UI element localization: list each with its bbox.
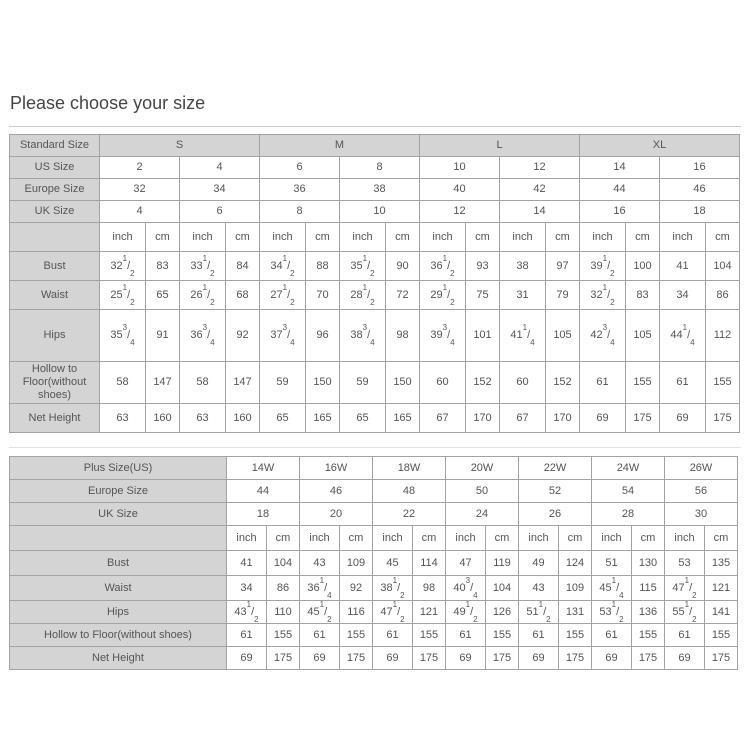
- measure-value-cell: 86: [267, 576, 300, 601]
- measure-value-cell: 49: [519, 551, 559, 576]
- page-title: Please choose your size: [10, 93, 206, 113]
- size-group-header: 22W: [519, 457, 592, 480]
- measure-value-cell: $47^1/_2$: [373, 601, 413, 624]
- size-value-cell: 40: [420, 179, 500, 201]
- measure-value-cell: 109: [340, 551, 373, 576]
- measure-value-cell: 104: [267, 551, 300, 576]
- measure-value-cell: 93: [466, 252, 500, 281]
- measure-value-cell: $34^1/_2$: [260, 252, 306, 281]
- size-value-cell: 34: [180, 179, 260, 201]
- measure-value-cell: $39^1/_2$: [580, 252, 626, 281]
- measure-value-cell: 69: [580, 404, 626, 433]
- measure-value-cell: 175: [706, 404, 740, 433]
- unit-inch-label: inch: [665, 526, 705, 551]
- measure-value-cell: 61: [580, 362, 626, 404]
- size-value-cell: 50: [446, 480, 519, 503]
- table-row: [10, 179, 740, 201]
- measure-value-cell: $38^3/_4$: [340, 310, 386, 362]
- measure-value-cell: 59: [340, 362, 386, 404]
- measure-value-cell: 109: [559, 576, 592, 601]
- table-row: [10, 647, 738, 670]
- measure-value-cell: 165: [306, 404, 340, 433]
- measure-value-cell: $42^3/_4$: [580, 310, 626, 362]
- measure-value-cell: 98: [413, 576, 446, 601]
- measure-value-cell: 141: [705, 601, 738, 624]
- size-value-cell: 6: [260, 157, 340, 179]
- plus-size-table: [9, 456, 738, 670]
- row-label: UK Size: [10, 201, 100, 223]
- size-value-cell: 8: [340, 157, 420, 179]
- row-label: Hips: [10, 310, 100, 362]
- unit-inch-label: inch: [519, 526, 559, 551]
- size-value-cell: 16: [660, 157, 740, 179]
- measure-value-cell: 175: [413, 647, 446, 670]
- size-value-cell: 14: [580, 157, 660, 179]
- measure-value-cell: $51^1/_2$: [519, 601, 559, 624]
- measure-value-cell: 115: [632, 576, 665, 601]
- size-value-cell: 26: [519, 503, 592, 526]
- corner-label: Plus Size(US): [10, 457, 227, 480]
- measure-value-cell: $28^1/_2$: [340, 281, 386, 310]
- unit-cm-label: cm: [626, 223, 660, 252]
- unit-inch-label: inch: [580, 223, 626, 252]
- measure-value-cell: $45^1/_4$: [592, 576, 632, 601]
- measure-value-cell: $32^1/_2$: [580, 281, 626, 310]
- size-value-cell: 8: [260, 201, 340, 223]
- size-group-header: 20W: [446, 457, 519, 480]
- measure-value-cell: 79: [546, 281, 580, 310]
- size-value-cell: 44: [580, 179, 660, 201]
- unit-inch-label: inch: [500, 223, 546, 252]
- measure-value-cell: $39^3/_4$: [420, 310, 466, 362]
- measure-value-cell: $38^1/_2$: [373, 576, 413, 601]
- measure-value-cell: 67: [420, 404, 466, 433]
- measure-value-cell: 175: [486, 647, 519, 670]
- measure-value-cell: 175: [340, 647, 373, 670]
- unit-inch-label: inch: [420, 223, 466, 252]
- unit-cm-label: cm: [267, 526, 300, 551]
- measure-value-cell: 155: [413, 624, 446, 647]
- measure-value-cell: 58: [100, 362, 146, 404]
- unit-inch-label: inch: [100, 223, 146, 252]
- measure-value-cell: 170: [546, 404, 580, 433]
- unit-row-corner: [10, 526, 227, 551]
- table-row: [10, 526, 738, 551]
- measure-value-cell: 147: [146, 362, 180, 404]
- table-row: [10, 601, 738, 624]
- measure-value-cell: $37^3/_4$: [260, 310, 306, 362]
- measure-value-cell: 124: [559, 551, 592, 576]
- measure-value-cell: 61: [519, 624, 559, 647]
- size-value-cell: 4: [180, 157, 260, 179]
- measure-value-cell: 65: [146, 281, 180, 310]
- table-row: [10, 480, 738, 503]
- measure-value-cell: $41^1/_4$: [500, 310, 546, 362]
- measure-value-cell: 101: [466, 310, 500, 362]
- standard-size-table: [9, 134, 740, 433]
- measure-value-cell: 69: [665, 647, 705, 670]
- size-value-cell: 12: [420, 201, 500, 223]
- row-label: Europe Size: [10, 480, 227, 503]
- size-value-cell: 46: [300, 480, 373, 503]
- measure-value-cell: 175: [632, 647, 665, 670]
- corner-label: Standard Size: [10, 135, 100, 157]
- size-value-cell: 4: [100, 201, 180, 223]
- measure-value-cell: 61: [300, 624, 340, 647]
- unit-cm-label: cm: [466, 223, 500, 252]
- table-row: [10, 135, 740, 157]
- measure-value-cell: 105: [546, 310, 580, 362]
- measure-value-cell: $36^3/_4$: [180, 310, 226, 362]
- row-label: Net Height: [10, 647, 227, 670]
- unit-cm-label: cm: [632, 526, 665, 551]
- size-value-cell: 56: [665, 480, 738, 503]
- measure-value-cell: 61: [373, 624, 413, 647]
- measure-value-cell: 63: [180, 404, 226, 433]
- measure-value-cell: $36^1/_2$: [420, 252, 466, 281]
- size-group-header: 16W: [300, 457, 373, 480]
- size-value-cell: 44: [227, 480, 300, 503]
- separator-line: [9, 447, 741, 448]
- measure-value-cell: 53: [665, 551, 705, 576]
- row-label: US Size: [10, 157, 100, 179]
- measure-value-cell: $32^1/_2$: [100, 252, 146, 281]
- table-row: [10, 223, 740, 252]
- measure-value-cell: 96: [306, 310, 340, 362]
- size-value-cell: 18: [227, 503, 300, 526]
- measure-value-cell: 155: [626, 362, 660, 404]
- unit-cm-label: cm: [413, 526, 446, 551]
- unit-cm-label: cm: [226, 223, 260, 252]
- measure-value-cell: $40^3/_4$: [446, 576, 486, 601]
- measure-value-cell: $44^1/_4$: [660, 310, 706, 362]
- measure-value-cell: 91: [146, 310, 180, 362]
- measure-value-cell: 110: [267, 601, 300, 624]
- unit-cm-label: cm: [559, 526, 592, 551]
- unit-cm-label: cm: [386, 223, 420, 252]
- measure-value-cell: $45^1/_2$: [300, 601, 340, 624]
- measure-value-cell: $27^1/_2$: [260, 281, 306, 310]
- measure-value-cell: 175: [705, 647, 738, 670]
- table-row: [10, 310, 740, 362]
- size-value-cell: 46: [660, 179, 740, 201]
- size-value-cell: 2: [100, 157, 180, 179]
- size-value-cell: 10: [420, 157, 500, 179]
- measure-value-cell: $53^1/_2$: [592, 601, 632, 624]
- size-value-cell: 22: [373, 503, 446, 526]
- table-row: [10, 457, 738, 480]
- measure-value-cell: $36^1/_4$: [300, 576, 340, 601]
- measure-value-cell: 152: [546, 362, 580, 404]
- measure-value-cell: 116: [340, 601, 373, 624]
- measure-value-cell: 112: [706, 310, 740, 362]
- size-value-cell: 54: [592, 480, 665, 503]
- measure-value-cell: 155: [632, 624, 665, 647]
- measure-value-cell: $55^1/_2$: [665, 601, 705, 624]
- size-group-header: XL: [580, 135, 740, 157]
- measure-value-cell: 34: [660, 281, 706, 310]
- measure-value-cell: 98: [386, 310, 420, 362]
- unit-inch-label: inch: [260, 223, 306, 252]
- row-label: Waist: [10, 576, 227, 601]
- size-value-cell: 42: [500, 179, 580, 201]
- measure-value-cell: 43: [300, 551, 340, 576]
- measure-value-cell: 147: [226, 362, 260, 404]
- table-row: [10, 624, 738, 647]
- measure-value-cell: 150: [306, 362, 340, 404]
- unit-cm-label: cm: [546, 223, 580, 252]
- unit-cm-label: cm: [706, 223, 740, 252]
- measure-value-cell: 69: [660, 404, 706, 433]
- size-value-cell: 32: [100, 179, 180, 201]
- measure-value-cell: 155: [486, 624, 519, 647]
- measure-value-cell: 175: [559, 647, 592, 670]
- measure-value-cell: 152: [466, 362, 500, 404]
- measure-value-cell: $43^1/_2$: [227, 601, 267, 624]
- measure-value-cell: 59: [260, 362, 306, 404]
- measure-value-cell: 160: [146, 404, 180, 433]
- measure-value-cell: 70: [306, 281, 340, 310]
- size-group-header: 18W: [373, 457, 446, 480]
- measure-value-cell: $29^1/_2$: [420, 281, 466, 310]
- table-row: [10, 503, 738, 526]
- measure-value-cell: 69: [373, 647, 413, 670]
- table-row: [10, 201, 740, 223]
- size-value-cell: 24: [446, 503, 519, 526]
- measure-value-cell: 105: [626, 310, 660, 362]
- size-group-header: 26W: [665, 457, 738, 480]
- size-value-cell: 52: [519, 480, 592, 503]
- row-label: UK Size: [10, 503, 227, 526]
- table-row: [10, 404, 740, 433]
- measure-value-cell: 104: [486, 576, 519, 601]
- measure-value-cell: 31: [500, 281, 546, 310]
- size-value-cell: 36: [260, 179, 340, 201]
- measure-value-cell: 69: [592, 647, 632, 670]
- measure-value-cell: $35^1/_2$: [340, 252, 386, 281]
- unit-cm-label: cm: [705, 526, 738, 551]
- measure-value-cell: 90: [386, 252, 420, 281]
- measure-value-cell: 61: [446, 624, 486, 647]
- unit-cm-label: cm: [146, 223, 180, 252]
- table-row: [10, 281, 740, 310]
- size-value-cell: 20: [300, 503, 373, 526]
- measure-value-cell: 130: [632, 551, 665, 576]
- size-group-header: 24W: [592, 457, 665, 480]
- unit-cm-label: cm: [340, 526, 373, 551]
- measure-value-cell: 67: [500, 404, 546, 433]
- measure-value-cell: 150: [386, 362, 420, 404]
- measure-value-cell: 160: [226, 404, 260, 433]
- measure-value-cell: 84: [226, 252, 260, 281]
- measure-value-cell: 69: [227, 647, 267, 670]
- measure-value-cell: 68: [226, 281, 260, 310]
- measure-value-cell: 43: [519, 576, 559, 601]
- measure-value-cell: 136: [632, 601, 665, 624]
- unit-cm-label: cm: [306, 223, 340, 252]
- measure-value-cell: 155: [340, 624, 373, 647]
- measure-value-cell: 119: [486, 551, 519, 576]
- measure-value-cell: 175: [626, 404, 660, 433]
- measure-value-cell: 86: [706, 281, 740, 310]
- measure-value-cell: 114: [413, 551, 446, 576]
- measure-value-cell: 47: [446, 551, 486, 576]
- measure-value-cell: 165: [386, 404, 420, 433]
- measure-value-cell: 97: [546, 252, 580, 281]
- row-label: Hollow to Floor(without shoes): [10, 362, 100, 404]
- row-label: Bust: [10, 252, 100, 281]
- measure-value-cell: $47^1/_2$: [665, 576, 705, 601]
- measure-value-cell: $35^3/_4$: [100, 310, 146, 362]
- separator-line: [9, 126, 741, 127]
- measure-value-cell: 100: [626, 252, 660, 281]
- size-value-cell: 12: [500, 157, 580, 179]
- size-group-header: S: [100, 135, 260, 157]
- table-row: [10, 157, 740, 179]
- measure-value-cell: 88: [306, 252, 340, 281]
- measure-value-cell: 121: [413, 601, 446, 624]
- row-label: Hips: [10, 601, 227, 624]
- unit-inch-label: inch: [300, 526, 340, 551]
- row-label: Hollow to Floor(without shoes): [10, 624, 227, 647]
- measure-value-cell: 155: [706, 362, 740, 404]
- measure-value-cell: 38: [500, 252, 546, 281]
- unit-inch-label: inch: [227, 526, 267, 551]
- measure-value-cell: 121: [705, 576, 738, 601]
- measure-value-cell: 155: [705, 624, 738, 647]
- measure-value-cell: 61: [665, 624, 705, 647]
- measure-value-cell: 51: [592, 551, 632, 576]
- measure-value-cell: 126: [486, 601, 519, 624]
- size-value-cell: 6: [180, 201, 260, 223]
- measure-value-cell: 58: [180, 362, 226, 404]
- row-label: Europe Size: [10, 179, 100, 201]
- measure-value-cell: 175: [267, 647, 300, 670]
- measure-value-cell: 170: [466, 404, 500, 433]
- measure-value-cell: 92: [226, 310, 260, 362]
- measure-value-cell: $26^1/_2$: [180, 281, 226, 310]
- unit-inch-label: inch: [592, 526, 632, 551]
- measure-value-cell: 60: [420, 362, 466, 404]
- size-value-cell: 48: [373, 480, 446, 503]
- measure-value-cell: 63: [100, 404, 146, 433]
- size-value-cell: 10: [340, 201, 420, 223]
- measure-value-cell: 83: [626, 281, 660, 310]
- measure-value-cell: 61: [227, 624, 267, 647]
- unit-inch-label: inch: [660, 223, 706, 252]
- measure-value-cell: 61: [592, 624, 632, 647]
- measure-value-cell: 41: [227, 551, 267, 576]
- measure-value-cell: 65: [260, 404, 306, 433]
- unit-inch-label: inch: [340, 223, 386, 252]
- measure-value-cell: 72: [386, 281, 420, 310]
- measure-value-cell: 155: [267, 624, 300, 647]
- measure-value-cell: 155: [559, 624, 592, 647]
- row-label: Waist: [10, 281, 100, 310]
- size-group-header: 14W: [227, 457, 300, 480]
- table-row: [10, 252, 740, 281]
- measure-value-cell: 131: [559, 601, 592, 624]
- measure-value-cell: 135: [705, 551, 738, 576]
- row-label: Net Height: [10, 404, 100, 433]
- measure-value-cell: 104: [706, 252, 740, 281]
- measure-value-cell: 75: [466, 281, 500, 310]
- size-value-cell: 38: [340, 179, 420, 201]
- measure-value-cell: 61: [660, 362, 706, 404]
- size-value-cell: 28: [592, 503, 665, 526]
- table-row: [10, 551, 738, 576]
- unit-cm-label: cm: [486, 526, 519, 551]
- unit-inch-label: inch: [446, 526, 486, 551]
- table-row: [10, 362, 740, 404]
- unit-row-corner: [10, 223, 100, 252]
- measure-value-cell: 69: [446, 647, 486, 670]
- measure-value-cell: 60: [500, 362, 546, 404]
- table-row: [10, 576, 738, 601]
- row-label: Bust: [10, 551, 227, 576]
- measure-value-cell: $33^1/_2$: [180, 252, 226, 281]
- unit-inch-label: inch: [180, 223, 226, 252]
- size-value-cell: 30: [665, 503, 738, 526]
- size-value-cell: 14: [500, 201, 580, 223]
- size-value-cell: 18: [660, 201, 740, 223]
- size-group-header: L: [420, 135, 580, 157]
- measure-value-cell: 92: [340, 576, 373, 601]
- measure-value-cell: 69: [300, 647, 340, 670]
- size-group-header: M: [260, 135, 420, 157]
- measure-value-cell: 34: [227, 576, 267, 601]
- measure-value-cell: $49^1/_2$: [446, 601, 486, 624]
- measure-value-cell: 41: [660, 252, 706, 281]
- measure-value-cell: $25^1/_2$: [100, 281, 146, 310]
- measure-value-cell: 65: [340, 404, 386, 433]
- measure-value-cell: 69: [519, 647, 559, 670]
- unit-inch-label: inch: [373, 526, 413, 551]
- size-value-cell: 16: [580, 201, 660, 223]
- measure-value-cell: 83: [146, 252, 180, 281]
- measure-value-cell: 45: [373, 551, 413, 576]
